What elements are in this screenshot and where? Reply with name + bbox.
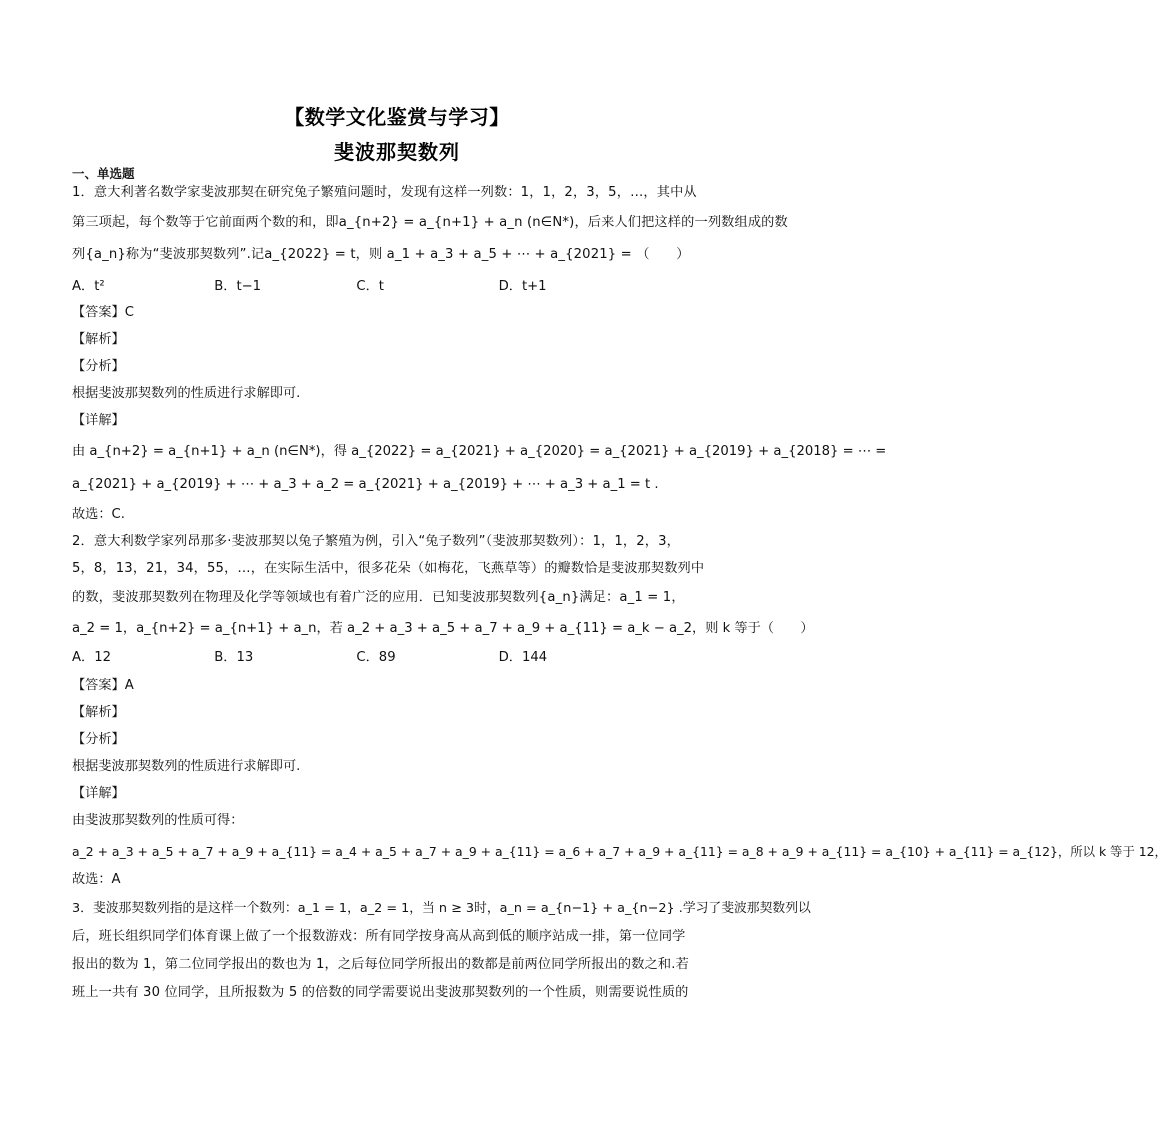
q1-detail-line1: 由 a_{n+2} = a_{n+1} + a_n (n∈N*)，得 a_{2022} = a_{2021} + a_{2020} = a_{2021} + a_{2019} + a_{2018} = ⋯ = <box>72 444 887 459</box>
q2-option-c: C．89 <box>356 650 396 665</box>
q3-stem-line1: 3．斐波那契数列指的是这样一个数列：a_1 = 1，a_2 = 1，当 n ≥ 3时，a_n = a_{n−1} + a_{n−2} .学习了斐波那契数列以 <box>72 901 811 916</box>
q1-option-d: D．t+1 <box>498 279 547 294</box>
q2-fenxi-heading: 【分析】 <box>72 732 125 747</box>
q3-stem-line4: 班上一共有 30 位同学，且所报数为 5 的倍数的同学需要说出斐波那契数列的一个性质，则需要说性质的 <box>72 985 689 1000</box>
q1-option-b: B．t−1 <box>214 279 262 294</box>
q1-detail-line2: a_{2021} + a_{2019} + ⋯ + a_3 + a_2 = a_{2021} + a_{2019} + ⋯ + a_3 + a_1 = t . <box>72 477 659 492</box>
q2-fenxi-text: 根据斐波那契数列的性质进行求解即可. <box>72 759 301 774</box>
page-subtitle: 斐波那契数列 <box>334 140 460 164</box>
q2-option-a: A．12 <box>72 650 111 665</box>
q2-option-d: D．144 <box>498 650 548 665</box>
q2-stem-line2: 5，8，13，21，34，55，…，在实际生活中，很多花朵（如梅花，飞燕草等）的瓣数恰是斐波那契数列中 <box>72 561 705 576</box>
q2-detail-heading: 【详解】 <box>72 786 125 801</box>
q2-stem-line3: 的数，斐波那契数列在物理及化学等领域也有着广泛的应用．已知斐波那契数列{a_n}满足：a_1 = 1， <box>72 590 685 605</box>
q2-detail-line1: 由斐波那契数列的性质可得： <box>72 813 244 828</box>
q1-jiexi-heading: 【解析】 <box>72 332 125 347</box>
q1-options <box>72 278 722 296</box>
q3-stem-line2: 后，班长组织同学们体育课上做了一个报数游戏：所有同学按身高从高到低的顺序站成一排，第一位同学 <box>72 929 686 944</box>
q1-option-a: A．t² <box>72 279 105 294</box>
q1-fenxi-heading: 【分析】 <box>72 359 125 374</box>
q2-options <box>72 649 722 667</box>
q2-answer: 【答案】A <box>72 678 134 693</box>
q1-detail-heading: 【详解】 <box>72 413 125 428</box>
q1-stem-line2: 第三项起，每个数等于它前面两个数的和，即a_{n+2} = a_{n+1} + a_n (n∈N*)，后来人们把这样的一列数组成的数 <box>72 215 788 230</box>
q2-stem-line1: 2．意大利数学家列昂那多·斐波那契以兔子繁殖为例，引入“兔子数列”（斐波那契数列）：1，1，2，3， <box>72 534 680 549</box>
q1-answer: 【答案】C <box>72 305 134 320</box>
q3-stem-line3: 报出的数为 1，第二位同学报出的数也为 1，之后每位同学所报出的数都是前两位同学所报出的数之和.若 <box>72 957 689 972</box>
q1-stem-line1: 1．意大利著名数学家斐波那契在研究兔子繁殖问题时，发现有这样一列数：1，1，2，3，5，…，其中从 <box>72 185 697 200</box>
q1-option-c: C．t <box>356 279 384 294</box>
q2-detail-line2: a_2 + a_3 + a_5 + a_7 + a_9 + a_{11} = a_4 + a_5 + a_7 + a_9 + a_{11} = a_6 + a_7 + a_9 + a_{11} = a_8 + a_9 + a_{11} = a_{10} + a_{11} = a_{12}，所以 k 等于 12， <box>72 844 1167 859</box>
section-heading: 一、单选题 <box>72 166 135 181</box>
q2-jiexi-heading: 【解析】 <box>72 705 125 720</box>
q1-stem-line3: 列{a_n}称为“斐波那契数列”.记a_{2022} = t，则 a_1 + a_3 + a_5 + ⋯ + a_{2021} = （ ） <box>72 247 690 262</box>
q2-conclusion: 故选：A <box>72 872 121 887</box>
q2-option-b: B．13 <box>214 650 254 665</box>
q1-fenxi-text: 根据斐波那契数列的性质进行求解即可. <box>72 386 301 401</box>
page-title: 【数学文化鉴赏与学习】 <box>284 105 510 129</box>
q2-stem-line4: a_2 = 1，a_{n+2} = a_{n+1} + a_n，若 a_2 + a_3 + a_5 + a_7 + a_9 + a_{11} = a_k − a_2，则 k 等于（ ） <box>72 621 814 636</box>
q1-conclusion: 故选：C. <box>72 507 125 522</box>
